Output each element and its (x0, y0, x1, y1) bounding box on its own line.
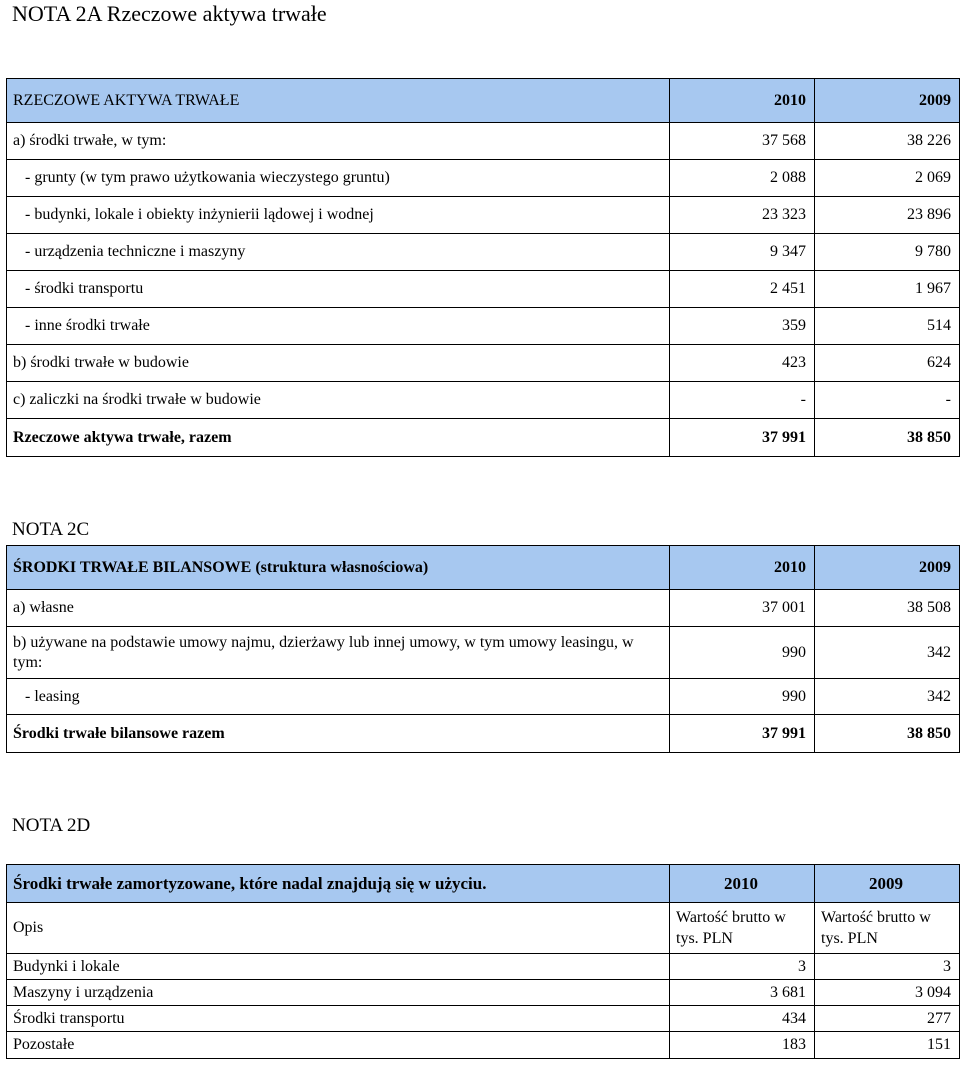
table-row (7, 197, 960, 234)
row-2009: 2 069 (815, 160, 960, 197)
header-2010: 2010 (670, 865, 815, 903)
table-row (7, 980, 960, 1006)
row-label: - środki transportu (7, 271, 670, 308)
row-label: - grunty (w tym prawo użytkowania wieczystego gruntu) (7, 160, 670, 197)
header-2010: 2010 (670, 546, 815, 590)
row-2010: 990 (670, 627, 815, 679)
table-row (7, 308, 960, 345)
row-2009: 151 (815, 1032, 960, 1059)
subheader-row (7, 903, 960, 954)
row-label: b) środki trwałe w budowie (7, 345, 670, 382)
header-2009: 2009 (815, 79, 960, 123)
total-row (7, 419, 960, 457)
row-2010: 359 (670, 308, 815, 345)
table-row (7, 345, 960, 382)
row-2009: 3 094 (815, 980, 960, 1006)
header-label: Środki trwałe zamortyzowane, które nadal znajdują się w użyciu. (7, 865, 670, 903)
header-2009: 2009 (815, 546, 960, 590)
page-title: NOTA 2A Rzeczowe aktywa trwałe (12, 1, 327, 26)
table-nota-2a (6, 78, 960, 457)
row-2009: 9 780 (815, 234, 960, 271)
row-label: - leasing (7, 679, 670, 715)
row-2009: 342 (815, 679, 960, 715)
table-row (7, 679, 960, 715)
total-2010: 37 991 (670, 715, 815, 753)
row-2010: 434 (670, 1006, 815, 1032)
subheader-label: Opis (7, 903, 670, 954)
row-2009: 38 508 (815, 590, 960, 627)
row-label: - urządzenia techniczne i maszyny (7, 234, 670, 271)
row-2010: 9 347 (670, 234, 815, 271)
table-header-row (7, 546, 960, 590)
header-label: ŚRODKI TRWAŁE BILANSOWE (struktura własnościowa) (7, 546, 670, 590)
row-2009: 624 (815, 345, 960, 382)
row-2009: 514 (815, 308, 960, 345)
header-2010: 2010 (670, 79, 815, 123)
row-2010: 2 451 (670, 271, 815, 308)
table-header-row (7, 865, 960, 903)
row-label: Maszyny i urządzenia (7, 980, 670, 1006)
total-2009: 38 850 (815, 715, 960, 753)
table-row (7, 271, 960, 308)
row-2009: 23 896 (815, 197, 960, 234)
row-2010: 23 323 (670, 197, 815, 234)
row-2010: 423 (670, 345, 815, 382)
row-2009: 38 226 (815, 123, 960, 160)
row-2010: 183 (670, 1032, 815, 1059)
table-row (7, 382, 960, 419)
row-2009: 277 (815, 1006, 960, 1032)
total-row (7, 715, 960, 753)
row-label: c) zaliczki na środki trwałe w budowie (7, 382, 670, 419)
row-label: Środki transportu (7, 1006, 670, 1032)
table-row (7, 234, 960, 271)
row-label: a) środki trwałe, w tym: (7, 123, 670, 160)
row-2010: - (670, 382, 815, 419)
total-label: Rzeczowe aktywa trwałe, razem (7, 419, 670, 457)
row-label: - budynki, lokale i obiekty inżynierii lądowej i wodnej (7, 197, 670, 234)
header-2009: 2009 (815, 865, 960, 903)
nota-2d-title: NOTA 2D (12, 815, 91, 836)
nota-2c-title: NOTA 2C (12, 519, 90, 540)
row-2010: 37 001 (670, 590, 815, 627)
table-row (7, 160, 960, 197)
subheader-2009: Wartość brutto w tys. PLN (815, 903, 960, 954)
table-row (7, 1006, 960, 1032)
table-row (7, 123, 960, 160)
table-row (7, 954, 960, 980)
table-row (7, 627, 960, 679)
table-nota-2d (6, 864, 960, 1059)
subheader-2010: Wartość brutto w tys. PLN (670, 903, 815, 954)
row-2010: 990 (670, 679, 815, 715)
table-nota-2c (6, 545, 960, 753)
row-label: b) używane na podstawie umowy najmu, dzierżawy lub innej umowy, w tym umowy leasingu, w tym: (7, 627, 670, 679)
row-2009: 3 (815, 954, 960, 980)
row-2009: 1 967 (815, 271, 960, 308)
row-label: a) własne (7, 590, 670, 627)
row-2009: 342 (815, 627, 960, 679)
row-2009: - (815, 382, 960, 419)
total-2009: 38 850 (815, 419, 960, 457)
row-2010: 2 088 (670, 160, 815, 197)
row-2010: 3 (670, 954, 815, 980)
table-row (7, 1032, 960, 1059)
row-2010: 37 568 (670, 123, 815, 160)
row-label: Budynki i lokale (7, 954, 670, 980)
header-label: RZECZOWE AKTYWA TRWAŁE (7, 79, 670, 123)
table-row (7, 590, 960, 627)
row-2010: 3 681 (670, 980, 815, 1006)
row-label: Pozostałe (7, 1032, 670, 1059)
row-label: - inne środki trwałe (7, 308, 670, 345)
total-label: Środki trwałe bilansowe razem (7, 715, 670, 753)
table-header-row (7, 79, 960, 123)
total-2010: 37 991 (670, 419, 815, 457)
